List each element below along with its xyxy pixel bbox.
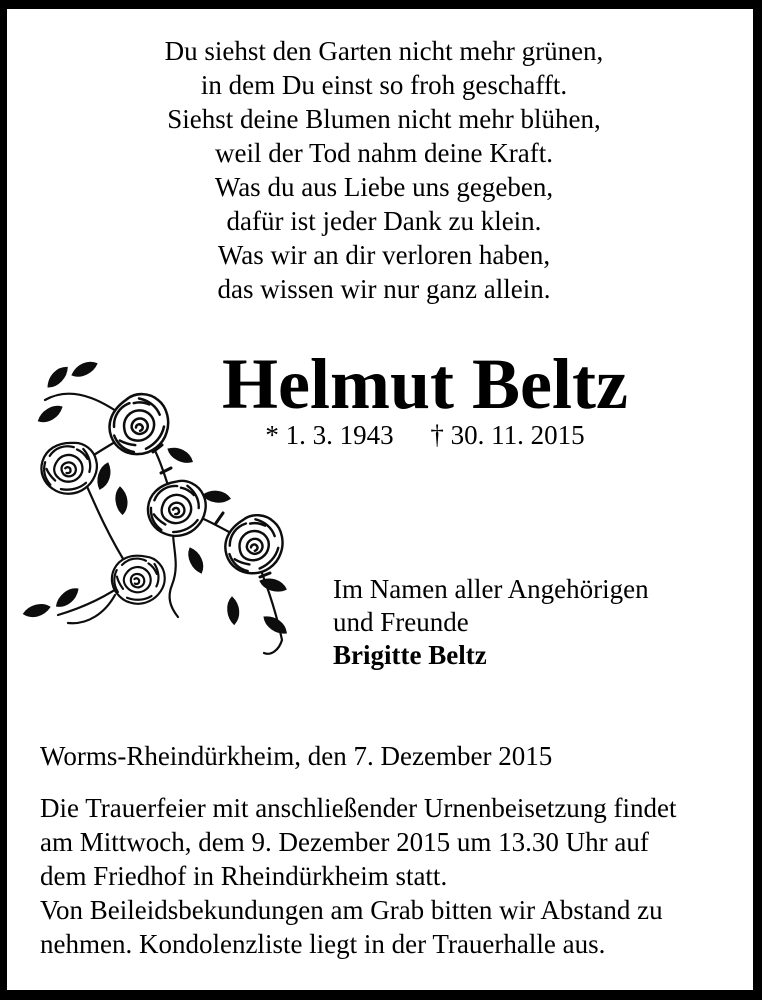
notice-line: Die Trauerfeier mit anschließender Urnenbeisetzung findet [40,793,677,823]
notice-line: Von Beileidsbekundungen am Grab bitten wir Abstand zu [40,895,663,925]
deceased-block [112,344,738,452]
poem-line: Siehst deine Blumen nicht mehr blühen, [167,104,601,134]
mourners-line: und Freunde [333,607,469,637]
poem-line: in dem Du einst so froh geschafft. [200,70,568,100]
deceased-name: Helmut Beltz [222,344,628,424]
poem-line: dafür ist jeder Dank zu klein. [226,206,542,236]
notice-line: nehmen. Kondolenzliste liegt in der Trauerhalle aus. [40,929,606,959]
life-dates [112,418,738,452]
death-date: † 30. 11. 2015 [430,420,585,450]
funeral-notice [40,791,747,961]
city-date-line: Worms-Rheindürkheim, den 7. Dezember 2015 [40,741,553,771]
poem-line: Was du aus Liebe uns gegeben, [214,172,554,202]
mourner-name: Brigitte Beltz [333,640,487,670]
notice-line: dem Friedhof in Rheindürkheim statt. [40,861,448,891]
poem-line: das wissen wir nur ganz allein. [217,274,551,304]
notice-line: am Mittwoch, dem 9. Dezember 2015 um 13.30 Uhr auf [40,827,649,857]
birth-date: * 1. 3. 1943 [265,420,394,450]
poem-line: Du siehst den Garten nicht mehr grünen, [164,36,604,66]
obituary-card [7,9,753,990]
mourners-block [333,573,649,672]
mourners-line: Im Namen aller Angehörigen [333,574,649,604]
poem-line: weil der Tod nahm deine Kraft. [214,138,553,168]
memorial-poem [7,34,753,306]
poem-line: Was wir an dir verloren haben, [217,240,551,270]
